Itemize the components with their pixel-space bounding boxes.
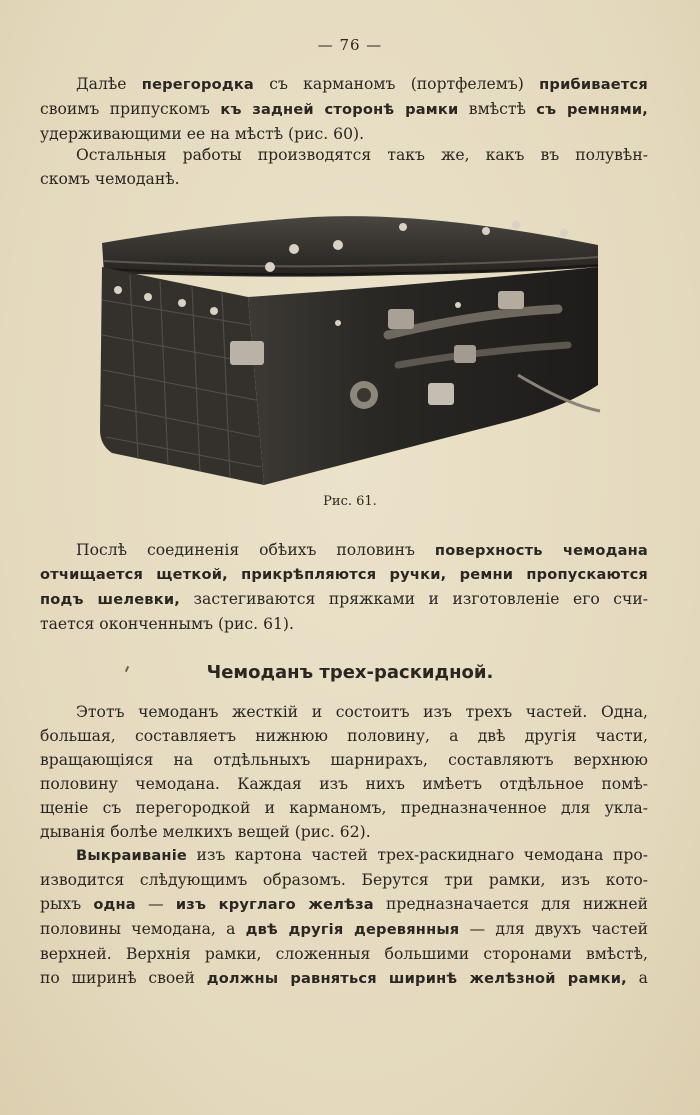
text-line: скомъ чемоданѣ. [40,170,180,188]
text-line: по ширинѣ своей должны равняться ширинѣ желѣзной рамки, а [40,969,648,987]
paragraph-description [40,700,648,844]
term-bold: прибивается [539,76,648,93]
text-line: тается оконченнымъ (рис. 61). [40,615,294,633]
term-bold: перегородка [141,76,254,93]
section-heading: Чемоданъ трех-раскидной. [206,662,494,683]
text-line: половины чемодана, а двѣ другія деревянныя — для двухъ частей [40,920,648,938]
text-line: удерживающими ее на мѣстѣ (рис. 60). [40,125,365,143]
term-bold: къ задней сторонѣ рамки [220,101,459,118]
text-line-bold: отчищается щеткой, прикрѣпляются ручки, ремни пропускаются [40,566,648,583]
text-line: Этотъ чемоданъ жесткій и состоитъ изъ трехъ частей. Одна, [76,703,648,721]
term-bold: поверхность чемодана [434,542,648,559]
text-line: изводится слѣдующимъ образомъ. Берутся три рамки, изъ кото- [40,871,648,889]
text-line: половину чемодана. Каждая изъ нихъ имѣетъ отдѣльное помѣ- [40,775,648,793]
text-line: Далѣе перегородка съ карманомъ (портфелемъ) прибивается [76,75,648,93]
paragraph-cutting [40,843,648,991]
paragraph-finishing [40,538,648,636]
suitcase-photo [98,205,608,490]
text-line: большая, составляетъ нижнюю половину, а двѣ другія части, [40,727,648,745]
term-bold: одна [93,896,136,913]
text-line: Послѣ соединенія обѣихъ половинъ поверхность чемодана [76,541,648,559]
paragraph-frame-attachment [40,72,648,146]
figure-caption: Рис. 61. [323,494,377,509]
text-line: подъ шелевки, застегиваются пряжками и изготовленіе его счи- [40,590,649,608]
text-line: вращающіяся на отдѣльныхъ шарнирахъ, составляютъ верхнюю [40,751,648,769]
term-bold: съ ремнями, [536,101,649,118]
page-number: — 76 — [317,36,383,54]
text-line: дыванія болѣе мелкихъ вещей (рис. 62). [40,823,371,841]
term-bold: изъ круглаго желѣза [175,896,374,913]
text-line: своимъ припускомъ къ задней сторонѣ рамки вмѣстѣ съ ремнями, [40,100,649,118]
text-line: верхней. Верхнія рамки, сложенныя большими сторонами вмѣстѣ, [40,945,648,963]
term-bold: подъ шелевки, [40,591,181,608]
text-line: Остальныя работы производятся такъ же, какъ въ полувѣн- [76,146,648,164]
text-line: щеніе съ перегородкой и карманомъ, предназначенное для укла- [40,799,648,817]
term-bold: Выкраиваніе [76,847,188,864]
text-line: Выкраиваніе изъ картона частей трех-раскиднаго чемодана про- [76,846,648,864]
suitcase-illustration [98,205,608,490]
term-bold: должны равняться ширинѣ желѣзной рамки, [206,970,627,987]
paragraph-remaining-work [40,143,648,191]
term-bold: двѣ другія деревянныя [245,921,460,938]
text-line: рыхъ одна — изъ круглаго желѣза предназначается для нижней [40,895,648,913]
